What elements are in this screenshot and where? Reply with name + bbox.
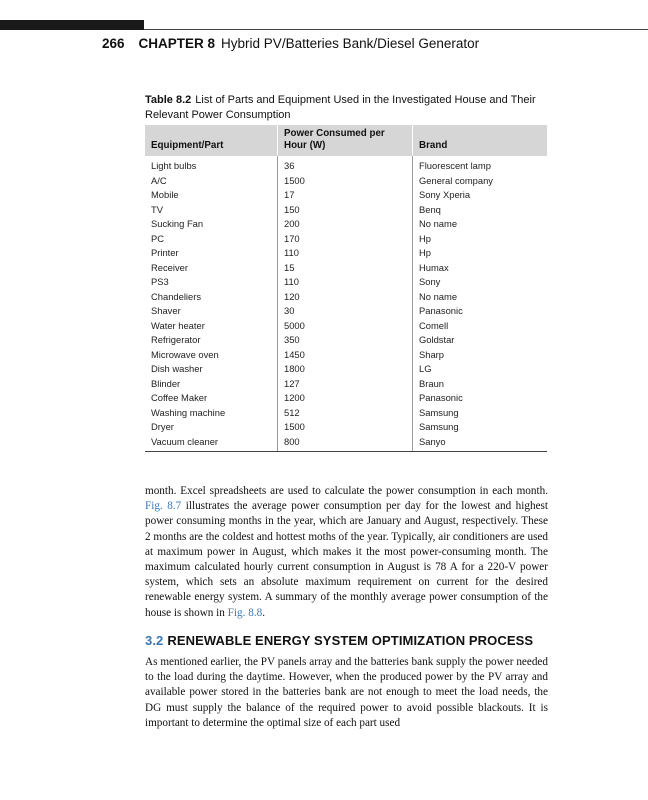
figure-link-8-8[interactable]: Fig. 8.8 xyxy=(227,606,263,619)
cell-power: 1200 xyxy=(278,391,413,406)
cell-power: 127 xyxy=(278,377,413,392)
body-paragraph-2: As mentioned earlier, the PV panels array and the batteries bank supply the power needed to the load during the daytime. However, when the produced power by the PV array and available power stored in the batteries bank are not enough to meet the load needs, the DG must supply the balance of the required power to avoid possible blackouts. It is important to determine the optimal size of each part used xyxy=(145,656,548,729)
cell-power: 1500 xyxy=(278,420,413,435)
table-caption xyxy=(145,93,545,123)
cell-power: 150 xyxy=(278,203,413,218)
table-row xyxy=(145,406,547,421)
cell-brand: Benq xyxy=(413,203,548,218)
cell-brand: LG xyxy=(413,362,548,377)
section-title: RENEWABLE ENERGY SYSTEM OPTIMIZATION PROCESS xyxy=(167,633,534,648)
table-row xyxy=(145,174,547,189)
section-number: 3.2 xyxy=(145,633,164,648)
cell-power: 110 xyxy=(278,246,413,261)
cell-power: 17 xyxy=(278,188,413,203)
cell-part: Washing machine xyxy=(151,406,226,418)
cell-power: 800 xyxy=(278,435,413,452)
table-row xyxy=(145,377,547,392)
table-row xyxy=(145,261,547,276)
cell-power: 30 xyxy=(278,304,413,319)
cell-part: Dryer xyxy=(151,421,174,432)
table-row xyxy=(145,333,547,348)
cell-brand: Samsung xyxy=(413,420,548,435)
cell-power: 512 xyxy=(278,406,413,421)
table-caption-label: Table 8.2 xyxy=(145,94,192,106)
paragraph-text: month. Excel spreadsheets are used to calculate the power consumption in each month. xyxy=(145,485,548,497)
table-row xyxy=(145,391,547,406)
cell-part: Light bulbs xyxy=(151,160,197,171)
chapter-label: CHAPTER 8 xyxy=(138,36,216,51)
cell-power: 350 xyxy=(278,333,413,348)
parts-table xyxy=(145,125,547,452)
table-caption-text: List of Parts and Equipment Used in the Investigated House and Their Relevant Power Consumption xyxy=(145,94,536,121)
table-row xyxy=(145,246,547,261)
cell-part: Receiver xyxy=(151,261,188,273)
cell-part: Vacuum cleaner xyxy=(145,435,278,452)
table-row xyxy=(145,319,547,334)
cell-brand: Hp xyxy=(413,246,548,261)
cell-brand: Sharp xyxy=(413,348,548,363)
cell-brand: Sanyo xyxy=(413,435,548,452)
cell-power: 170 xyxy=(278,232,413,247)
cell-brand: Humax xyxy=(413,261,548,276)
cell-part: TV xyxy=(151,203,163,215)
paragraph-text: illustrates the average power consumption per day for the lowest and highest power consuming months in the year, which are January and August, respectively. These 2 months are the coldest and hottest moths of the year. Typically, air conditioners are used at maximum power in August, which makes it the most power-consuming month. The maximum calculated hourly current consumption in August is 78 A for a 220-V power system, which sets an absolute maximum requirement on current for the desired renewable energy system. A summary of the monthly average power consumption of the house is shown in xyxy=(145,500,548,619)
cell-part: Dish washer xyxy=(151,363,203,374)
cell-brand: General company xyxy=(413,174,548,189)
running-head xyxy=(102,36,479,51)
cell-brand: Sony Xperia xyxy=(413,188,548,203)
cell-part: Microwave oven xyxy=(151,348,219,360)
column-header-brand: Brand xyxy=(413,125,548,156)
cell-part: Coffee Maker xyxy=(151,392,208,403)
cell-power: 110 xyxy=(278,275,413,290)
cell-part: Shaver xyxy=(151,305,181,316)
cell-power: 1800 xyxy=(278,362,413,377)
table-header-row xyxy=(145,125,547,156)
header-rule xyxy=(144,29,648,30)
cell-part: Blinder xyxy=(151,377,181,389)
table-row xyxy=(145,362,547,377)
cell-brand: Braun xyxy=(413,377,548,392)
cell-power: 200 xyxy=(278,217,413,232)
table-row xyxy=(145,203,547,218)
cell-power: 36 xyxy=(278,156,413,174)
cell-part: Chandeliers xyxy=(151,290,202,302)
cell-brand: Hp xyxy=(413,232,548,247)
cell-part: Refrigerator xyxy=(151,334,201,345)
header-bar xyxy=(0,20,144,30)
paragraph-text: . xyxy=(262,606,265,619)
table-row xyxy=(145,188,547,203)
cell-brand: Panasonic xyxy=(413,304,548,319)
cell-part: A/C xyxy=(151,174,167,186)
figure-link-8-7[interactable]: Fig. 8.7 xyxy=(145,500,182,513)
chapter-title: Hybrid PV/Batteries Bank/Diesel Generator xyxy=(221,36,480,51)
cell-part: Mobile xyxy=(151,189,179,200)
cell-part: Printer xyxy=(151,247,179,258)
body-paragraph-1 xyxy=(145,484,548,621)
cell-power: 120 xyxy=(278,290,413,305)
column-header-power: Power Consumed per Hour (W) xyxy=(278,125,413,156)
cell-power: 5000 xyxy=(278,319,413,334)
cell-brand: Fluorescent lamp xyxy=(413,156,548,174)
cell-part: PC xyxy=(151,232,165,244)
cell-power: 1500 xyxy=(278,174,413,189)
table-row xyxy=(145,217,547,232)
page-number: 266 xyxy=(102,36,125,51)
table-row xyxy=(145,304,547,319)
table-row xyxy=(145,348,547,363)
cell-brand: No name xyxy=(413,217,548,232)
cell-brand: Samsung xyxy=(413,406,548,421)
table-row xyxy=(145,435,547,452)
cell-brand: Panasonic xyxy=(413,391,548,406)
table-row xyxy=(145,420,547,435)
section-heading xyxy=(145,633,533,648)
column-header-equipment: Equipment/Part xyxy=(145,125,278,156)
cell-part: Sucking Fan xyxy=(151,218,204,229)
table-row xyxy=(145,232,547,247)
cell-power: 1450 xyxy=(278,348,413,363)
table-row xyxy=(145,290,547,305)
cell-part: PS3 xyxy=(151,276,169,287)
cell-power: 15 xyxy=(278,261,413,276)
table-row xyxy=(145,156,547,174)
cell-part: Water heater xyxy=(151,319,205,331)
cell-brand: Sony xyxy=(413,275,548,290)
table-row xyxy=(145,275,547,290)
cell-brand: Goldstar xyxy=(413,333,548,348)
cell-brand: No name xyxy=(413,290,548,305)
cell-brand: Comell xyxy=(413,319,548,334)
